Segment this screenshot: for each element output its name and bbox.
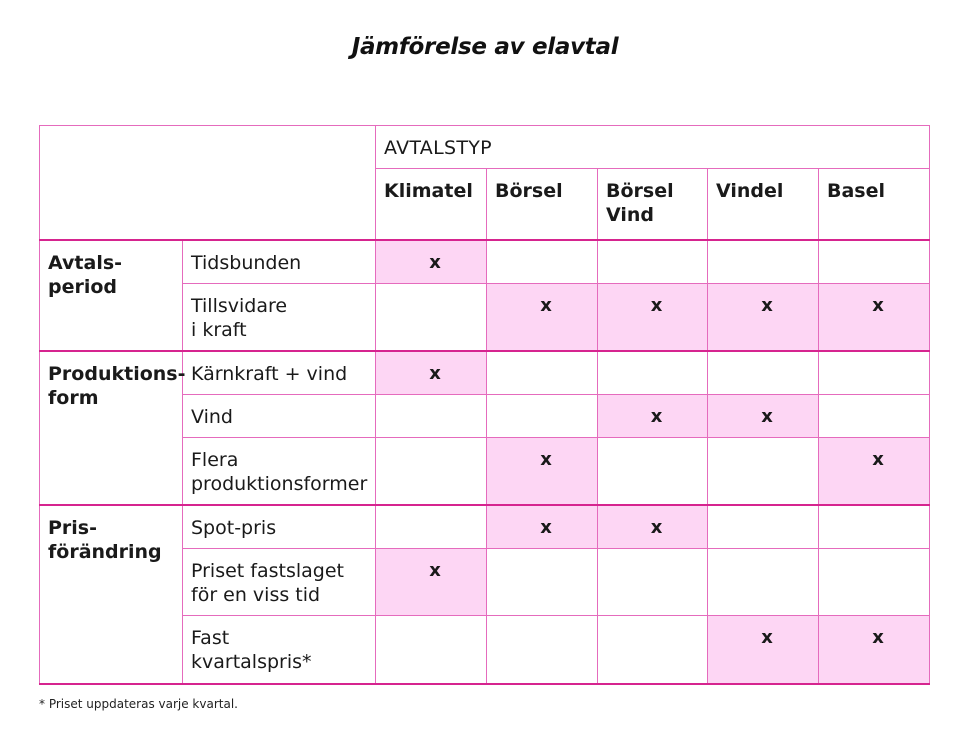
row-label: Spot-pris [183, 505, 376, 549]
row-label: Fast kvartalspris* [183, 616, 376, 684]
check-mark-cell [708, 616, 819, 684]
empty-cell [376, 395, 487, 438]
check-mark-cell [376, 351, 487, 395]
column-header: Börsel Vind [598, 169, 708, 240]
table-row [40, 505, 930, 549]
group-label: Produktions- form [40, 351, 183, 505]
check-mark-cell [376, 549, 487, 616]
row-label: Priset fastslaget för en viss tid [183, 549, 376, 616]
x-mark-icon: x [872, 627, 884, 648]
check-mark-cell [708, 395, 819, 438]
empty-cell [708, 549, 819, 616]
empty-cell [708, 505, 819, 549]
x-mark-icon: x [872, 295, 884, 316]
x-mark-icon: x [650, 295, 663, 316]
empty-cell [487, 240, 598, 284]
empty-cell [487, 616, 598, 684]
check-mark-cell [708, 284, 819, 351]
check-mark-cell [819, 438, 930, 505]
check-mark-cell [487, 438, 598, 505]
check-mark-cell [819, 616, 930, 684]
empty-cell [819, 505, 930, 549]
row-label: Flera produktionsformer [183, 438, 376, 505]
x-mark-icon: x [761, 295, 773, 316]
x-mark-icon: x [429, 560, 441, 581]
x-mark-icon: x [761, 406, 773, 427]
empty-cell [598, 549, 708, 616]
empty-cell [376, 616, 487, 684]
row-label: Tidsbunden [183, 240, 376, 284]
x-mark-icon: x [872, 449, 884, 470]
empty-cell [819, 351, 930, 395]
group-label: Avtals- period [40, 240, 183, 351]
empty-cell [598, 240, 708, 284]
empty-cell [598, 616, 708, 684]
x-mark-icon: x [650, 406, 663, 427]
x-mark-icon: x [429, 251, 441, 273]
x-mark-icon: x [761, 627, 773, 648]
empty-cell [708, 351, 819, 395]
empty-cell [376, 438, 487, 505]
header-row-supertitle [40, 126, 930, 169]
group-label: Pris- förändring [40, 505, 183, 684]
check-mark-cell [487, 284, 598, 351]
check-mark-cell [376, 240, 487, 284]
check-mark-cell [598, 395, 708, 438]
column-header: Klimatel [376, 169, 487, 240]
empty-cell [819, 549, 930, 616]
empty-cell [376, 284, 487, 351]
comparison-table [39, 125, 930, 685]
x-mark-icon: x [540, 295, 552, 316]
contract-type-header: AVTALSTYP [376, 126, 930, 169]
table-row [40, 240, 930, 284]
check-mark-cell [598, 505, 708, 549]
check-mark-cell [598, 284, 708, 351]
column-header: Börsel [487, 169, 598, 240]
empty-cell [819, 395, 930, 438]
empty-cell [487, 395, 598, 438]
empty-cell [708, 240, 819, 284]
x-mark-icon: x [540, 449, 552, 470]
empty-cell [598, 438, 708, 505]
column-header: Vindel [708, 169, 819, 240]
empty-cell [487, 549, 598, 616]
x-mark-icon: x [650, 516, 663, 538]
check-mark-cell [487, 505, 598, 549]
column-header: Basel [819, 169, 930, 240]
x-mark-icon: x [540, 516, 552, 538]
empty-cell [708, 438, 819, 505]
row-label: Vind [183, 395, 376, 438]
row-label: Tillsvidare i kraft [183, 284, 376, 351]
row-label: Kärnkraft + vind [183, 351, 376, 395]
header-corner-cell [40, 126, 376, 240]
table-row [40, 351, 930, 395]
page-title: Jämförelse av elavtal [351, 34, 619, 60]
empty-cell [376, 505, 487, 549]
footnote: * Priset uppdateras varje kvartal. [39, 697, 238, 711]
check-mark-cell [819, 284, 930, 351]
empty-cell [819, 240, 930, 284]
empty-cell [598, 351, 708, 395]
empty-cell [487, 351, 598, 395]
x-mark-icon: x [429, 362, 441, 384]
